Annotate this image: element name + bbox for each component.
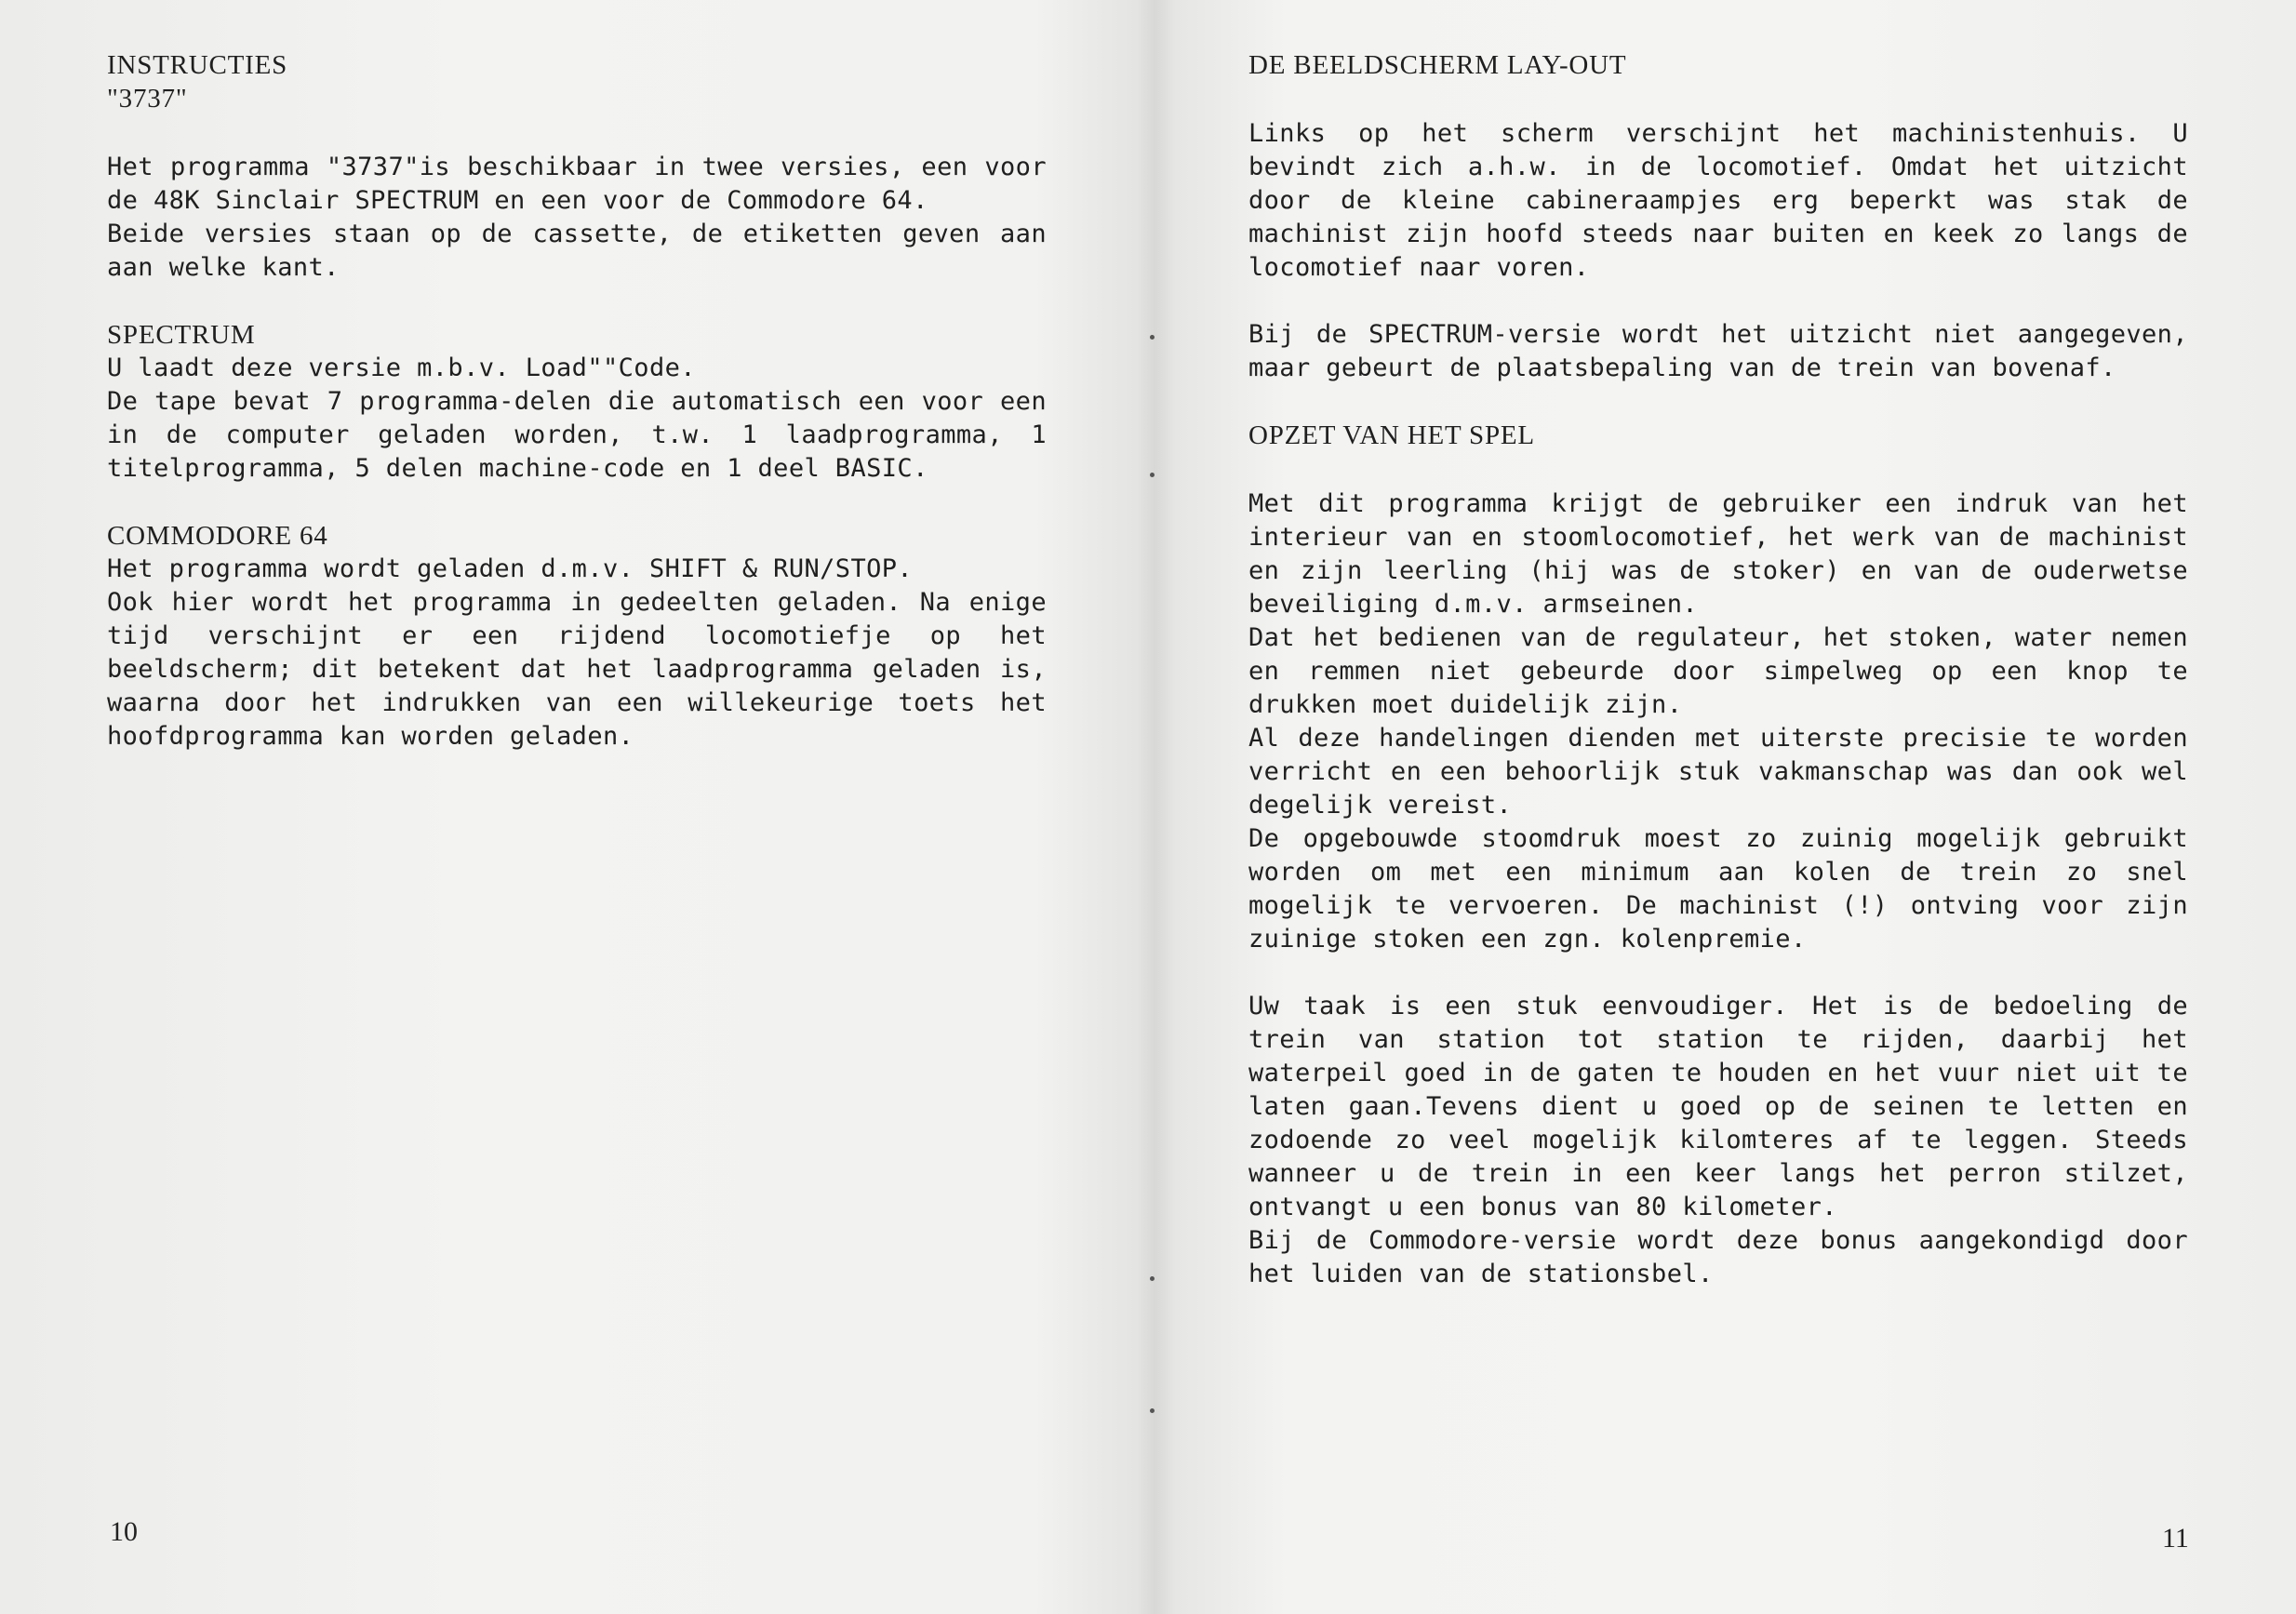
right-page (1148, 0, 2296, 1614)
left-page-text (107, 48, 1047, 754)
page-title: INSTRUCTIES (107, 50, 288, 80)
spectrum-paragraph: De tape bevat 7 programma-delen die automatisch een voor een in de computer geladen worden, t.w. 1 laadprogramma, 1 titelprogramma, 5 delen machine-code en 1 deel BASIC. (107, 387, 1047, 483)
opzet-paragraph: Al deze handelingen dienden met uiterste precisie te worden verricht en een behoorlijk stuk vakmanschap was dan ook wel degelijk vereist. (1248, 724, 2188, 820)
layout-heading: DE BEELDSCHERM LAY-OUT (1248, 50, 1627, 80)
right-page-text (1248, 48, 2188, 1291)
page-subtitle: "3737" (107, 84, 188, 113)
opzet-heading: OPZET VAN HET SPEL (1248, 420, 1535, 450)
taak-paragraph: Uw taak is een stuk eenvoudiger. Het is de bedoeling de trein van station tot station te rijden, daarbij het waterpeil goed in de gaten te houden en het vuur niet uit te laten gaan.Tevens dient u goed op de seinen te letten en zodoende zo veel mogelijk kilomteres af te leggen. Steeds wanneer u de trein in een keer langs het perron stilzet, ontvangt u een bonus van 80 kilometer. (1248, 992, 2188, 1221)
spectrum-heading: SPECTRUM (107, 320, 256, 350)
opzet-paragraph: Dat het bedienen van de regulateur, het stoken, water nemen en remmen niet gebeurde door simpelweg op een knop te drukken moet duidelijk zijn. (1248, 623, 2188, 719)
intro-paragraph: Beide versies staan op de cassette, de etiketten geven aan aan welke kant. (107, 220, 1047, 282)
layout-paragraph: Links op het scherm verschijnt het machinistenhuis. U bevindt zich a.h.w. in de locomotief. Omdat het uitzicht door de kleine cabineraampjes erg beperkt was stak de machinist zijn hoofd steeds naar buiten en keek zo langs de locomotief naar voren. (1248, 119, 2188, 282)
opzet-paragraph: De opgebouwde stoomdruk moest zo zuinig mogelijk gebruikt worden om met een minimum aan kolen de trein zo snel mogelijk te vervoeren. De machinist (!) ontving voor zijn zuinige stoken een zgn. kolenpremie. (1248, 824, 2188, 954)
taak-paragraph: Bij de Commodore-versie wordt deze bonus aangekondigd door het luiden van de stationsbel. (1248, 1226, 2188, 1288)
intro-paragraph: Het programma "3737"is beschikbaar in twee versies, een voor de 48K Sinclair SPECTRUM en een voor de Commodore 64. (107, 153, 1047, 215)
opzet-paragraph: Met dit programma krijgt de gebruiker een indruk van het interieur van en stoomlocomotief, het werk van de machinist en zijn leerling (hij was de stoker) en van de ouderwetse beveiliging d.m.v. armseinen. (1248, 489, 2188, 619)
spectrum-paragraph: U laadt deze versie m.b.v. Load""Code. (107, 353, 696, 382)
commodore-paragraph: Het programma wordt geladen d.m.v. SHIFT & RUN/STOP. (107, 554, 914, 583)
layout-paragraph: Bij de SPECTRUM-versie wordt het uitzicht niet aangegeven, maar gebeurt de plaatsbepaling van de trein van bovenaf. (1248, 320, 2188, 382)
page-number: 10 (110, 1516, 138, 1547)
commodore-paragraph: Ook hier wordt het programma in gedeelten geladen. Na enige tijd verschijnt er een rijdend locomotiefje op het beeldscherm; dit betekent dat het laadprogramma geladen is, waarna door het indrukken van een willekeurige toets het hoofdprogramma kan worden geladen. (107, 588, 1047, 751)
page-number: 11 (2162, 1523, 2189, 1554)
commodore-heading: COMMODORE 64 (107, 521, 328, 551)
